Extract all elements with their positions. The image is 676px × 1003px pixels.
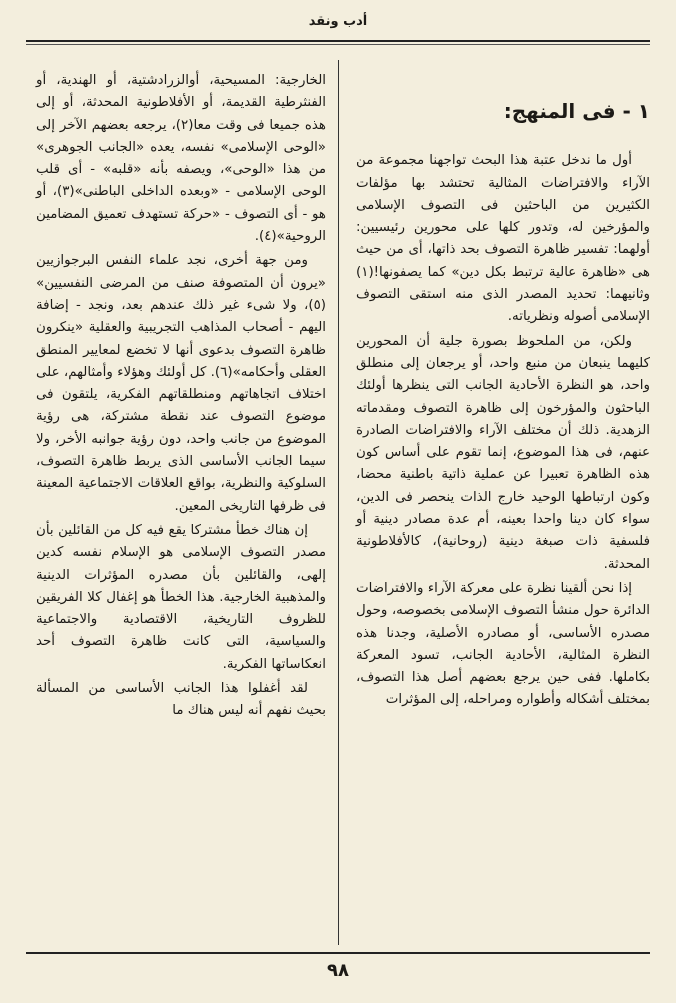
paragraph: الخارجية: المسيحية، أوالزرادشتية، أو الهندية، أو الفنثرطية القديمة، أو الأفلاطونية المحدثة، أو إلى هذه جميعا فى وقت معا(٢)، يرجعه بعضهم الآخر إلى «الوحى الإسلامى» نفسه، يعده «الجانب الجوهرى» من هذا «الوحى»، ويصفه بأنه «قلبه» - أى قلب الوحى الإسلامى - «وبعده الداخلى الباطنى»(٣)، أو هو - أى التصوف - «حركة تستهدف تعميق المضامين الروحية»(٤). (36, 73, 326, 245)
section-heading: ١ - فى المنهج: (503, 99, 650, 123)
left-column (36, 70, 326, 725)
column-divider (338, 60, 339, 945)
paragraph: إن هناك خطأ مشتركا يقع فيه كل من القائلين بأن مصدر التصوف الإسلامى هو الإسلام نفسه كدين إلهى، والقائلين بأن مصدره المؤثرات الدينية والمذهبية الخارجية. هذا الخطأ هو إغفال كلا الفريقين للظروف التاريخية، الاقتصادية والاجتماعية والسياسية، التى كانت ظاهرة التصوف أحد انعكاساتها الفكرية. (36, 522, 326, 672)
header-rule-thin (26, 44, 650, 45)
paragraph: لقد أغفلوا هذا الجانب الأساسى من المسألة بحيث نفهم أنه ليس هناك ما (36, 681, 326, 719)
paragraph: ولكن، من الملحوظ بصورة جلية أن المحورين كليهما ينبعان من منبع واحد، أو يرجعان إلى منطلق واحد، هو النظرة الأحادية الجانب التى ينظرها أولئك الباحثون والمؤرخون إلى ظاهرة التصوف ومقدماته الزهدية. ذلك أن مختلف الآراء والافتراضات الصادرة عنهم، فى هذا الموضوع، إنما تقوم على أساس كون هذه الظاهرة تعبيرا عن عملية ذاتية باطنية محضا، وكون ارتباطها الوحيد خارج الذات ينحصر فى الدين، سواء كان دينا واحدا بعينه، أم عدة مصادر دينية أو فلسفية ذات صبغة دينية (روحانية)، كالأفلاطونية المحدثة. (356, 333, 650, 572)
right-column (356, 70, 650, 714)
header-rule (26, 40, 650, 42)
paragraph: أول ما ندخل عتبة هذا البحث تواجهنا مجموعة من الآراء والافتراضات المثالية تحتشد بها مؤلفات الكثيرين من الباحثين فى التصوف الإسلامى والمؤرخين له، وتدور كلها على محورين رئيسيين: أولهما: تفسير ظاهرة التصوف بحد ذاتها، أى من حيث هى «ظاهرة عالية ترتبط بكل دين» كما يصفونها!(١) وثانيهما: تحديد المصدر الذى منه استقى التصوف الإسلامى أصوله ونظرياته. (356, 153, 650, 325)
paragraph: ومن جهة أخرى، نجد علماء النفس البرجوازيين «يرون أن المتصوفة صنف من المرضى النفسيين» (٥)، ولا شىء غير ذلك عندهم بعد، ونجد - إضافة اليهم - أصحاب المذاهب التجريبية والعقلية «ينكرون ظاهرة التصوف بدعوى أنها لا تخضع لمعايير المنطق العقلى وأحكامه»(٦). كل أولئك وهؤلاء وأمثالهم، على اختلاف اتجاهاتهم ومنطلقاتهم الفكرية، يلتقون فى موضوع التصوف عند نقطة مشتركة، هى رؤية الموضوع من جانب واحد، دون رؤية جوانبه الأخر، ولا سيما الجانب الأساسى الذى يربط ظاهرة التصوف، السلوكية والنظرية، بواقع العلاقات الاجتماعية المعينة فى ظرفها التاريخى المعين. (36, 253, 327, 514)
footer-rule (26, 952, 650, 954)
running-header: أدب ونقد (308, 14, 368, 29)
paragraph: إذا نحن ألقينا نظرة على معركة الآراء والافتراضات الدائرة حول منشأ التصوف الإسلامى بخصوصه، وحول مصدره الأساسى، أو مصادره الأصلية، وجدنا هذه النظرة المثالية، الأحادية الجانب، تسود المعركة بكاملها. ففى حين يرجع بعضهم أصل هذا التصوف، بمختلف أشكاله وأطواره ومراحله، إلى المؤثرات (356, 580, 650, 708)
page-number: ٩٨ (327, 960, 349, 981)
